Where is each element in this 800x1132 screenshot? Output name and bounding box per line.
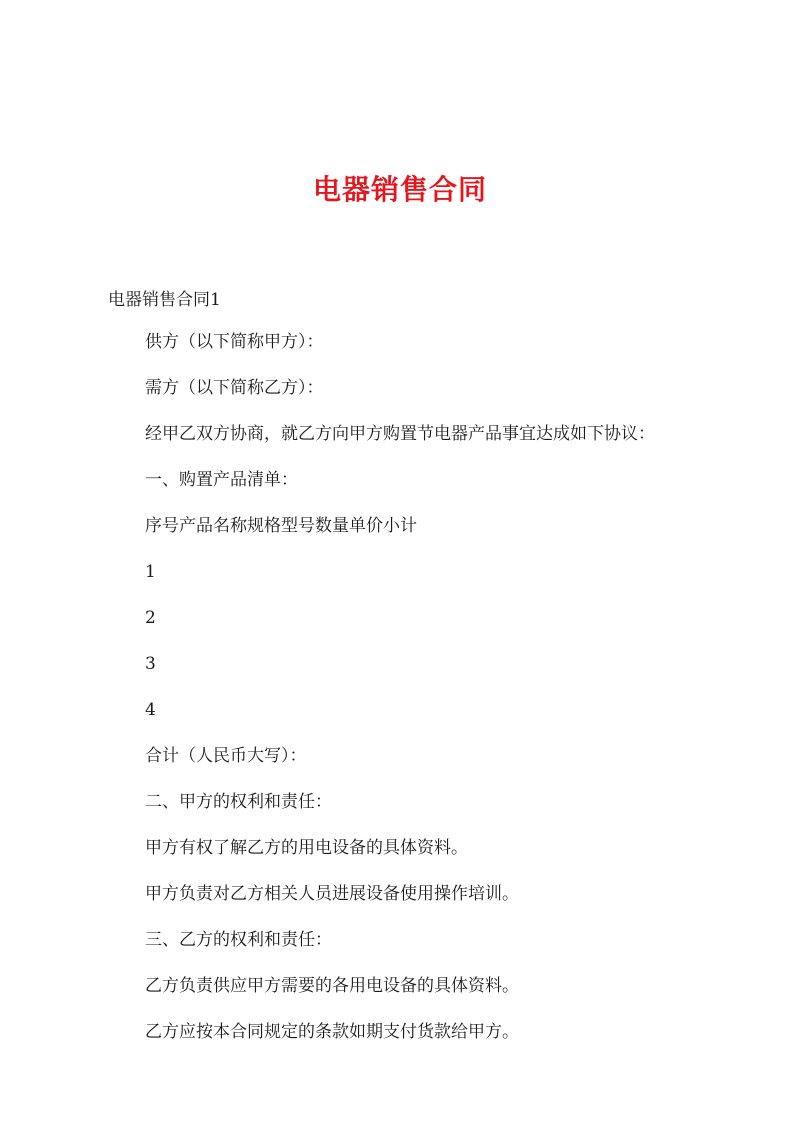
clause-3-item-2: 乙方应按本合同规定的条款如期支付货款给甲方。	[145, 1022, 519, 1042]
document-title: 电器销售合同	[312, 173, 487, 206]
document-body	[145, 328, 745, 1064]
clause-heading-2: 二、甲方的权利和责任：	[145, 792, 332, 812]
clause-heading-1: 一、购置产品清单：	[145, 470, 298, 490]
clause-2-item-1: 甲方有权了解乙方的用电设备的具体资料。	[145, 838, 468, 858]
party-a-line: 供方（以下简称甲方）：	[145, 332, 324, 352]
product-list-header: 序号产品名称规格型号数量单价小计	[145, 516, 417, 536]
clause-heading-3: 三、乙方的权利和责任：	[145, 930, 332, 950]
section-heading: 电器销售合同1	[108, 290, 221, 310]
party-b-line: 需方（以下简称乙方）：	[145, 378, 324, 398]
clause-3-item-1: 乙方负责供应甲方需要的各用电设备的具体资料。	[145, 976, 519, 996]
total-line: 合计（人民币大写）：	[145, 746, 307, 766]
product-row-4: 4	[145, 700, 156, 720]
product-row-1: 1	[145, 562, 156, 582]
product-row-2: 2	[145, 608, 156, 628]
clause-2-item-2: 甲方负责对乙方相关人员进展设备使用操作培训。	[145, 884, 519, 904]
agreement-intro: 经甲乙双方协商，就乙方向甲方购置节电器产品事宜达成如下协议：	[145, 424, 655, 444]
product-row-3: 3	[145, 654, 156, 674]
